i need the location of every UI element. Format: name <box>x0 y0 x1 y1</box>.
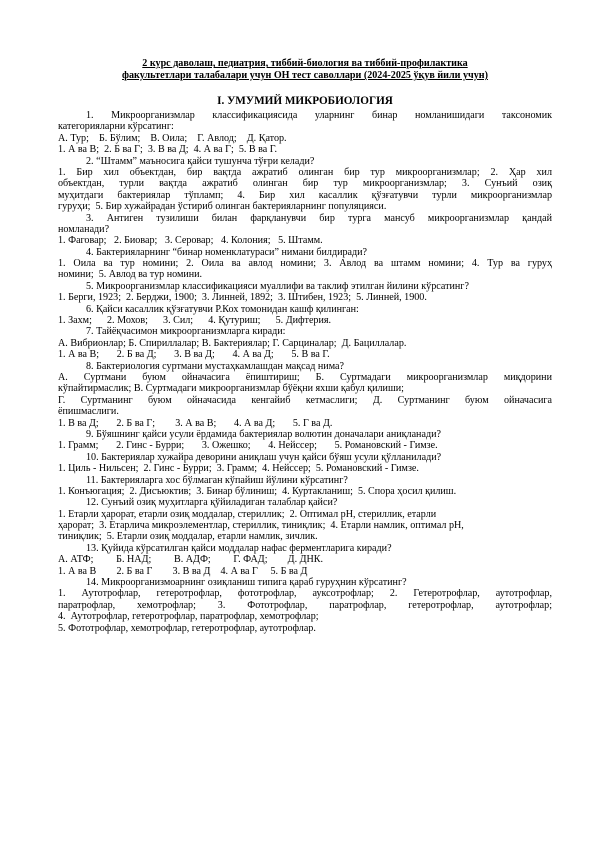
text-line: 3. Антиген тузилиши билан фарқланувчи бир турга мансуб микроорганизмлар қандай <box>86 212 552 224</box>
text-line: объектдан, турли вақтда ажратиб олинган бир тур микроорганизмлар; 3. Сунъий озиқ <box>58 178 552 190</box>
text-line: 10. Бактериялар хужайра деворини аниқлаш учун қайси бўяш усули қўлланилади? <box>86 451 442 463</box>
text-line: А. Тур; Б. Бўлим; В. Оила; Г. Авлод; Д. Қатор. <box>58 132 287 144</box>
text-line: 1. Етарли ҳарорат, етарли озиқ моддалар, стериллик; 2. Оптимал рН, стериллик, етарли <box>58 508 437 520</box>
text-line: А. Вибрионлар; Б. Спириллалар; В. Бактериялар; Г. Сарциналар; Д. Бациллалар. <box>58 337 407 349</box>
text-line: кўпайтирмаслик; В. Суртмадаги микроорганизмлар бўёқни яхши қабул қилиши; <box>58 383 404 395</box>
text-line: 5. Фототрофлар, хемотрофлар, гетеротрофлар, аутотрофлар. <box>58 622 316 634</box>
text-line: 1. Циль - Нильсен; 2. Гинс - Бурри; 3. Грамм; 4. Нейссер; 5. Романовский - Гимзе. <box>58 463 419 475</box>
text-line: 1. Оила ва тур номини; 2. Оила ва авлод номини; 3. Авлод ва штамм номини; 4. Тур ва гуруҳ <box>58 258 552 270</box>
text-line: 1. А ва В 2. Б ва Г 3. В ва Д 4. А ва Г 5. Б ва Д <box>58 565 308 577</box>
text-line: 14. Микроорганизмоарнинг озиқланиш типига қараб гуруҳнин кўрсатинг? <box>86 577 407 589</box>
text-line: 11. Бактерияларга хос бўлмаган кўпайиш йўлини кўрсатинг? <box>86 474 348 486</box>
text-line: 13. Қуйида кўрсатилган қайси моддалар нафас ферментларига киради? <box>86 542 392 554</box>
text-line: Г. Суртманинг буюм ойначасида кенгайиб кетмаслиги; Д. Суртманинг буюм ойначасига <box>58 394 552 406</box>
text-line: номини; 5. Авлод ва тур номини. <box>58 269 203 281</box>
text-line: ҳарорат; 3. Етарлича микроэлементлар, стериллик, тиниқлик; 4. Етарли намлик, оптимал рН, <box>58 520 464 532</box>
text-line: ёпишмаслиги. <box>58 406 119 418</box>
header-line-1: 2 курс даволаш, педиатрия, тиббий-биология ва тиббий-профилактика <box>142 58 468 69</box>
document-body <box>58 110 552 634</box>
text-line: номланади? <box>58 223 110 235</box>
text-line: 4. Аутотрофлар, гетеротрофлар, паратрофлар, хемотрофлар; <box>58 611 319 623</box>
text-line: 12. Сунъий озиқ муҳитларга қўйиладиган талаблар қайси? <box>86 497 338 509</box>
text-line: 1. Фаговар; 2. Биовар; 3. Серовар; 4. Колония; 5. Штамм. <box>58 235 323 247</box>
text-line: А. Суртмани буюм ойначасига ёпиштириш; Б. Суртмадаги микроорганизмлар миқдорини <box>58 371 552 383</box>
text-line: 1. Захм; 2. Мохов; 3. Сил; 4. Қутуриш; 5. Дифтерия. <box>58 315 332 327</box>
text-line: 1. А ва В; 2. Б ва Д; 3. В ва Д; 4. А ва Д; 5. В ва Г. <box>58 349 330 361</box>
text-line: категорияларни кўрсатинг: <box>58 121 174 133</box>
text-line: 1. Грамм; 2. Гинс - Бурри; 3. Ожешко; 4. Нейссер; 5. Романовский - Гимзе. <box>58 440 438 452</box>
text-line: 1. Аутотрофлар, гетеротрофлар, фототрофлар, ауксотрофлар; 2. Гетеротрофлар, аутотрофлар, <box>58 588 552 600</box>
text-line: 9. Бўяшнинг қайси усули ёрдамида бактериялар волютин доначалари аниқланади? <box>86 428 441 440</box>
text-line: 8. Бактериология суртмани мустаҳкамлашдан мақсад нима? <box>86 360 344 372</box>
text-line: 1. Берги, 1923; 2. Берджи, 1900; 3. Линней, 1892; 3. Штибен, 1923; 5. Линней, 1900. <box>58 292 427 304</box>
text-line: 2. “Штамм” маъносига қайси тушунча тўғри келади? <box>86 155 315 167</box>
text-line: паратрофлар, хемотрофлар; 3. Фототрофлар, паратрофлар, гетеротрофлар, аутотрофлар; <box>58 599 552 611</box>
text-line: 1. Бир хил объектдан, бир вақтда ажратиб олинган бир тур микроорганизмлар; 2. Ҳар хил <box>58 166 552 178</box>
section-title: I. УМУМИЙ МИКРОБИОЛОГИЯ <box>217 95 393 107</box>
text-line: 1. А ва В; 2. Б ва Г; 3. В ва Д; 4. А ва Г; 5. В ва Г. <box>58 144 278 156</box>
header-line-2: факультетлари талабалари учун ОН тест саволлари (2024-2025 ўқув йили учун) <box>122 70 488 81</box>
text-line: муҳитдаги бактериялар тўпламп; 4. Бир хил касаллик қўзғатувчи турли микроорганизмлар <box>58 189 552 201</box>
text-line: 1. Конъюгация; 2. Дисъюктив; 3. Бинар бўлиниш; 4. Куртакланиш; 5. Спора ҳосил қилиш. <box>58 485 457 497</box>
text-line: тиниқлик; 5. Етарли озиқ моддалар, етарли намлик, зичлик. <box>58 531 318 543</box>
text-line: А. АТФ; Б. НАД; В. АДФ; Г. ФАД; Д. ДНК. <box>58 554 324 566</box>
text-line: 1. Микроорганизмлар классификациясида уларнинг бинар номланишидаги таксономик <box>86 110 552 121</box>
text-line: 6. Қайси касаллик қўзғатувчи Р.Кох томонидан кашф қилинган: <box>86 303 359 315</box>
text-line: 5. Микроорганизмлар классификацияси муаллифи ва таклиф этилган йилини кўрсатинг? <box>86 280 469 292</box>
text-line: 1. В ва Д; 2. Б ва Г; 3. А ва В; 4. А ва Д; 5. Г ва Д. <box>58 417 333 429</box>
text-line: гуруҳи; 5. Бир хужайрадан ўстириб олинган бактерияларнинг популяцияси. <box>58 201 387 213</box>
text-line: 7. Тайёқчасимон микроорганизмларга киради: <box>86 326 286 338</box>
text-line: 4. Бактерияларнинг “бинар номенклатураси” нимани билдиради? <box>86 246 368 258</box>
